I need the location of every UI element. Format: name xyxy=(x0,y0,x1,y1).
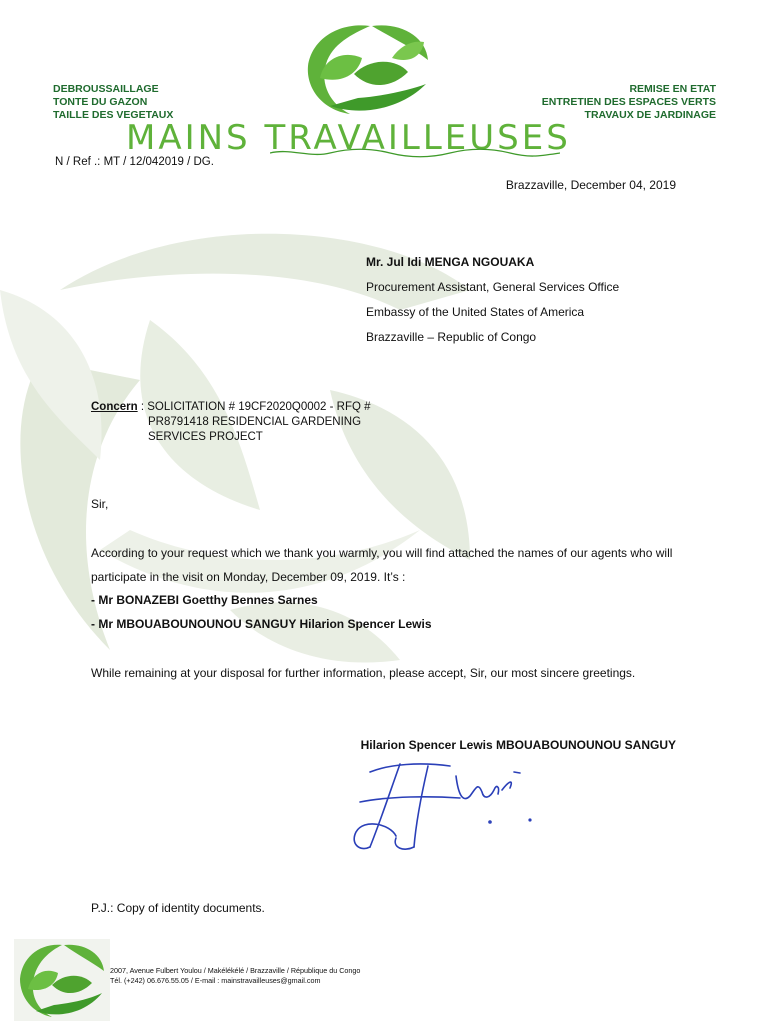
salutation: Sir, xyxy=(91,497,109,511)
attachments-note: P.J.: Copy of identity documents. xyxy=(91,901,265,915)
recipient-name: Mr. Jul Idi MENGA NGOUAKA xyxy=(366,255,535,269)
concern-line: PR8791418 RESIDENCIAL GARDENING xyxy=(148,416,362,428)
agent-item: - Mr BONAZEBI Goetthy Bennes Sarnes xyxy=(91,593,318,607)
concern-block xyxy=(91,400,371,445)
footer-address: 2007, Avenue Fulbert Youlou / Makélékélé / Brazzaville / République du Congo xyxy=(110,966,361,975)
footer-contact xyxy=(110,966,360,986)
service-item: TRAVAUX DE JARDINAGE xyxy=(584,109,716,121)
body-paragraph: While remaining at your disposal for further information, please accept, Sir, our most sincere greetings. xyxy=(91,666,636,680)
concern-line: SERVICES PROJECT xyxy=(148,431,263,443)
reference-number: N / Ref .: MT / 12/042019 / DG. xyxy=(55,156,214,168)
leaf-swirl-logo xyxy=(14,939,110,1021)
services-list-left xyxy=(53,83,173,122)
date-line: Brazzaville, December 04, 2019 xyxy=(505,178,676,192)
service-item: REMISE EN ETAT xyxy=(629,83,716,95)
brand-wave-decoration xyxy=(270,148,560,158)
agent-list xyxy=(91,588,677,636)
service-item: TAILLE DES VEGETAUX xyxy=(53,109,174,121)
services-list-right xyxy=(542,83,716,122)
company-name: MAINS TRAVAILLEUSES xyxy=(126,118,571,158)
recipient-title: Procurement Assistant, General Services Office xyxy=(366,280,620,294)
recipient-organization: Embassy of the United States of America xyxy=(366,305,585,319)
concern-line: : SOLICITATION # 19CF2020Q0002 - RFQ # xyxy=(137,401,371,413)
footer-phone-email: Tél. (+242) 06.676.55.05 / E-mail : mainstravailleuses@gmail.com xyxy=(110,976,321,985)
recipient-block xyxy=(366,250,619,350)
signer-name: Hilarion Spencer Lewis MBOUABOUNOUNOU SANGUY xyxy=(360,738,676,752)
agent-item: - Mr MBOUABOUNOUNOU SANGUY Hilarion Spencer Lewis xyxy=(91,617,432,631)
service-item: DEBROUSSAILLAGE xyxy=(53,83,159,95)
recipient-location: Brazzaville – Republic of Congo xyxy=(366,330,537,344)
body-paragraph: According to your request which we thank you warmly, you will find attached the names of our agents who will participate in the visit on Monday, December 09, 2019. It’s : xyxy=(91,546,673,584)
handwritten-signature xyxy=(330,752,560,862)
service-item: TONTE DU GAZON xyxy=(53,96,148,108)
concern-label: Concern xyxy=(91,401,138,413)
leaf-swirl-logo xyxy=(300,18,440,118)
service-item: ENTRETIEN DES ESPACES VERTS xyxy=(541,96,716,108)
